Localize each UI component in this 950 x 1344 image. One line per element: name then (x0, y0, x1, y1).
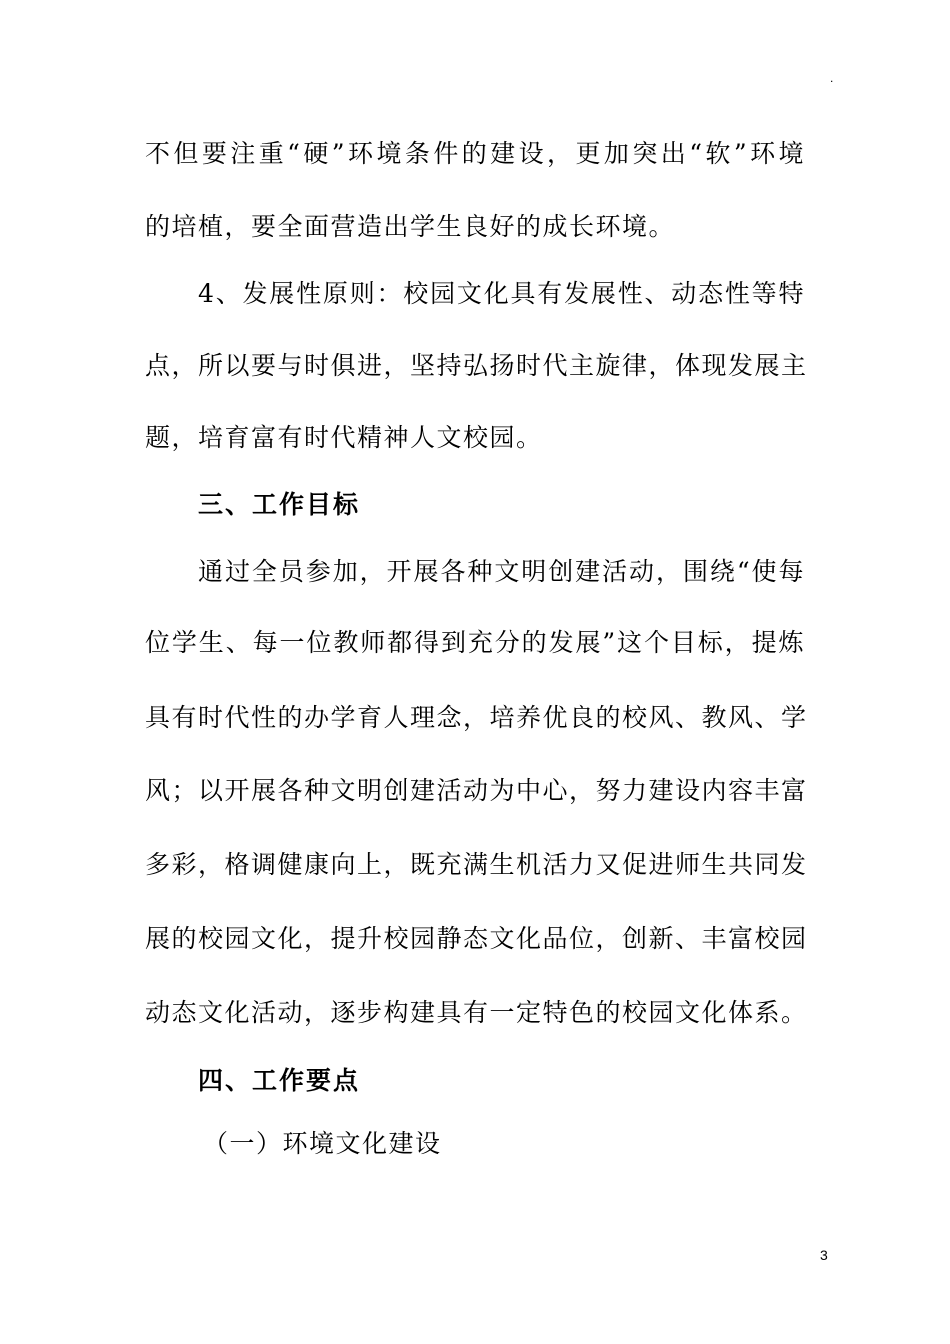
body-text-line: 题，培育富有时代精神人文校园。 (145, 423, 543, 452)
corner-mark: . (830, 71, 834, 85)
body-text-line: 点，所以要与时俱进，坚持弘扬时代主旋律，体现发展主 (145, 351, 808, 380)
body-text-line: 不但要注重“硬”环境条件的建设，更加突出“软”环境 (145, 139, 805, 168)
body-text-line: 动态文化活动，逐步构建具有一定特色的校园文化体系。 (145, 998, 808, 1027)
body-text-line: 多彩，格调健康向上，既充满生机活力又促进师生共同发 (145, 850, 808, 879)
page-number: 3 (820, 1247, 828, 1263)
section-heading-goals: 三、工作目标 (198, 490, 361, 519)
body-text-line: 位学生、每一位教师都得到充分的发展”这个目标，提炼 (145, 628, 805, 657)
body-text-line: 风；以开展各种文明创建活动为中心，努力建设内容丰富 (145, 776, 808, 805)
section-heading-key-points: 四、工作要点 (198, 1066, 361, 1095)
body-text-line: 具有时代性的办学育人理念，培养优良的校风、教风、学 (145, 703, 808, 732)
subsection-heading: （一）环境文化建设 (203, 1129, 442, 1158)
body-text-line: 的培植，要全面营造出学生良好的成长环境。 (145, 212, 676, 241)
body-text-line: 通过全员参加，开展各种文明创建活动，围绕“使每 (198, 557, 805, 586)
body-text-line: 展的校园文化，提升校园静态文化品位，创新、丰富校园 (145, 924, 808, 953)
body-text-line: 4、发展性原则：校园文化具有发展性、动态性等特 (198, 279, 805, 308)
